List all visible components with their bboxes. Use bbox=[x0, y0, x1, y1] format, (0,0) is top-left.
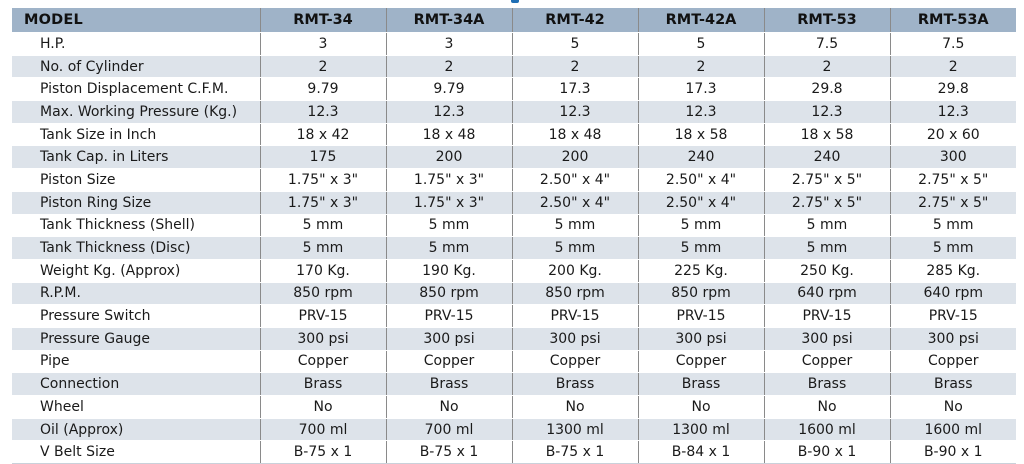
table-cell: Copper bbox=[890, 350, 1016, 373]
table-cell: 1600 ml bbox=[764, 418, 890, 441]
table-cell: 850 rpm bbox=[260, 282, 386, 305]
table-cell: 5 bbox=[512, 33, 638, 56]
header-model-rmt-34a: RMT-34A bbox=[386, 8, 512, 33]
table-cell: 18 x 42 bbox=[260, 123, 386, 146]
table-cell: 200 bbox=[512, 146, 638, 169]
table-cell: 300 psi bbox=[260, 327, 386, 350]
table-cell: Copper bbox=[386, 350, 512, 373]
row-label: Connection bbox=[12, 373, 260, 396]
table-cell: 7.5 bbox=[890, 33, 1016, 56]
table-cell: 1.75" x 3" bbox=[386, 191, 512, 214]
table-row bbox=[12, 78, 1016, 101]
table-cell: 2 bbox=[260, 55, 386, 78]
table-cell: 18 x 58 bbox=[638, 123, 764, 146]
spec-table-body bbox=[12, 33, 1016, 464]
table-cell: 18 x 58 bbox=[764, 123, 890, 146]
header-row bbox=[12, 8, 1016, 33]
table-cell: 18 x 48 bbox=[512, 123, 638, 146]
table-cell: No bbox=[386, 396, 512, 419]
table-cell: 240 bbox=[638, 146, 764, 169]
table-cell: 18 x 48 bbox=[386, 123, 512, 146]
table-cell: 700 ml bbox=[260, 418, 386, 441]
table-cell: 1.75" x 3" bbox=[260, 169, 386, 192]
table-cell: 1.75" x 3" bbox=[260, 191, 386, 214]
table-row bbox=[12, 441, 1016, 464]
header-model-rmt-53: RMT-53 bbox=[764, 8, 890, 33]
table-cell: 12.3 bbox=[764, 101, 890, 124]
table-cell: 12.3 bbox=[386, 101, 512, 124]
table-cell: 190 Kg. bbox=[386, 259, 512, 282]
table-cell: 17.3 bbox=[638, 78, 764, 101]
table-cell: 300 bbox=[890, 146, 1016, 169]
table-cell: 200 bbox=[386, 146, 512, 169]
table-cell: 7.5 bbox=[764, 33, 890, 56]
table-cell: PRV-15 bbox=[260, 305, 386, 328]
table-row bbox=[12, 55, 1016, 78]
table-cell: PRV-15 bbox=[638, 305, 764, 328]
table-cell: 5 mm bbox=[386, 214, 512, 237]
table-row bbox=[12, 327, 1016, 350]
table-cell: No bbox=[260, 396, 386, 419]
row-label: Wheel bbox=[12, 396, 260, 419]
table-cell: 2.75" x 5" bbox=[764, 191, 890, 214]
table-row bbox=[12, 101, 1016, 124]
table-cell: 2.50" x 4" bbox=[638, 191, 764, 214]
table-cell: 300 psi bbox=[512, 327, 638, 350]
table-cell: PRV-15 bbox=[512, 305, 638, 328]
row-label: V Belt Size bbox=[12, 441, 260, 464]
header-model-label: MODEL bbox=[12, 8, 260, 33]
table-row bbox=[12, 169, 1016, 192]
spec-table bbox=[12, 8, 1016, 464]
row-label: Tank Cap. in Liters bbox=[12, 146, 260, 169]
table-cell: 3 bbox=[386, 33, 512, 56]
row-label: H.P. bbox=[12, 33, 260, 56]
table-cell: 17.3 bbox=[512, 78, 638, 101]
table-cell: No bbox=[890, 396, 1016, 419]
table-cell: 5 mm bbox=[260, 214, 386, 237]
table-cell: 20 x 60 bbox=[890, 123, 1016, 146]
table-row bbox=[12, 418, 1016, 441]
row-label: Piston Size bbox=[12, 169, 260, 192]
table-cell: 5 mm bbox=[638, 237, 764, 260]
table-row bbox=[12, 146, 1016, 169]
table-cell: B-90 x 1 bbox=[764, 441, 890, 464]
table-cell: 850 rpm bbox=[638, 282, 764, 305]
table-cell: 2.75" x 5" bbox=[890, 191, 1016, 214]
row-label: Max. Working Pressure (Kg.) bbox=[12, 101, 260, 124]
table-cell: 2 bbox=[386, 55, 512, 78]
table-cell: 285 Kg. bbox=[890, 259, 1016, 282]
table-cell: 5 mm bbox=[890, 214, 1016, 237]
table-cell: 2.75" x 5" bbox=[764, 169, 890, 192]
table-cell: Brass bbox=[764, 373, 890, 396]
table-cell: B-75 x 1 bbox=[512, 441, 638, 464]
table-row bbox=[12, 123, 1016, 146]
table-cell: PRV-15 bbox=[890, 305, 1016, 328]
row-label: Piston Ring Size bbox=[12, 191, 260, 214]
table-cell: 300 psi bbox=[638, 327, 764, 350]
table-cell: 2.50" x 4" bbox=[512, 169, 638, 192]
table-cell: 850 rpm bbox=[386, 282, 512, 305]
table-cell: 1300 ml bbox=[512, 418, 638, 441]
table-cell: 2 bbox=[638, 55, 764, 78]
table-cell: 200 Kg. bbox=[512, 259, 638, 282]
header-model-rmt-53a: RMT-53A bbox=[890, 8, 1016, 33]
table-cell: 2.50" x 4" bbox=[512, 191, 638, 214]
table-cell: 5 mm bbox=[512, 237, 638, 260]
table-cell: 2 bbox=[764, 55, 890, 78]
table-cell: No bbox=[512, 396, 638, 419]
table-cell: Copper bbox=[512, 350, 638, 373]
table-cell: Brass bbox=[512, 373, 638, 396]
table-cell: No bbox=[764, 396, 890, 419]
table-cell: B-90 x 1 bbox=[890, 441, 1016, 464]
table-cell: 5 mm bbox=[764, 237, 890, 260]
table-cell: 2.75" x 5" bbox=[890, 169, 1016, 192]
table-cell: Brass bbox=[260, 373, 386, 396]
table-cell: No bbox=[638, 396, 764, 419]
table-cell: 29.8 bbox=[890, 78, 1016, 101]
row-label: R.P.M. bbox=[12, 282, 260, 305]
table-cell: 12.3 bbox=[890, 101, 1016, 124]
table-cell: 225 Kg. bbox=[638, 259, 764, 282]
row-label: Pipe bbox=[12, 350, 260, 373]
table-cell: 5 mm bbox=[764, 214, 890, 237]
row-label: Tank Thickness (Shell) bbox=[12, 214, 260, 237]
table-cell: B-84 x 1 bbox=[638, 441, 764, 464]
table-row bbox=[12, 33, 1016, 56]
table-cell: 5 bbox=[638, 33, 764, 56]
table-cell: 300 psi bbox=[890, 327, 1016, 350]
table-cell: 5 mm bbox=[512, 214, 638, 237]
table-row bbox=[12, 350, 1016, 373]
table-cell: B-75 x 1 bbox=[260, 441, 386, 464]
table-cell: PRV-15 bbox=[386, 305, 512, 328]
table-cell: 175 bbox=[260, 146, 386, 169]
table-row bbox=[12, 282, 1016, 305]
table-cell: 9.79 bbox=[386, 78, 512, 101]
row-label: Weight Kg. (Approx) bbox=[12, 259, 260, 282]
table-cell: 300 psi bbox=[386, 327, 512, 350]
table-cell: 12.3 bbox=[638, 101, 764, 124]
table-row bbox=[12, 214, 1016, 237]
table-cell: 1600 ml bbox=[890, 418, 1016, 441]
table-row bbox=[12, 259, 1016, 282]
table-cell: 5 mm bbox=[260, 237, 386, 260]
table-cell: 1300 ml bbox=[638, 418, 764, 441]
table-cell: 240 bbox=[764, 146, 890, 169]
table-cell: 12.3 bbox=[512, 101, 638, 124]
table-cell: 250 Kg. bbox=[764, 259, 890, 282]
table-cell: Brass bbox=[638, 373, 764, 396]
top-strip bbox=[0, 0, 1024, 8]
header-model-rmt-34: RMT-34 bbox=[260, 8, 386, 33]
table-cell: 1.75" x 3" bbox=[386, 169, 512, 192]
table-cell: 850 rpm bbox=[512, 282, 638, 305]
row-label: Piston Displacement C.F.M. bbox=[12, 78, 260, 101]
table-cell: 5 mm bbox=[638, 214, 764, 237]
table-row bbox=[12, 373, 1016, 396]
spec-table-header bbox=[12, 8, 1016, 33]
table-cell: 640 rpm bbox=[890, 282, 1016, 305]
table-cell: 5 mm bbox=[890, 237, 1016, 260]
row-label: Tank Size in Inch bbox=[12, 123, 260, 146]
table-cell: 170 Kg. bbox=[260, 259, 386, 282]
table-cell: 640 rpm bbox=[764, 282, 890, 305]
header-model-rmt-42: RMT-42 bbox=[512, 8, 638, 33]
table-cell: 3 bbox=[260, 33, 386, 56]
table-cell: Copper bbox=[638, 350, 764, 373]
table-cell: 2 bbox=[512, 55, 638, 78]
table-cell: 12.3 bbox=[260, 101, 386, 124]
table-cell: Brass bbox=[386, 373, 512, 396]
table-cell: 700 ml bbox=[386, 418, 512, 441]
row-label: Oil (Approx) bbox=[12, 418, 260, 441]
row-label: Pressure Gauge bbox=[12, 327, 260, 350]
table-cell: 5 mm bbox=[386, 237, 512, 260]
accent-mark bbox=[511, 0, 519, 3]
table-cell: 9.79 bbox=[260, 78, 386, 101]
table-row bbox=[12, 396, 1016, 419]
table-cell: Copper bbox=[260, 350, 386, 373]
table-cell: 300 psi bbox=[764, 327, 890, 350]
table-cell: 2.50" x 4" bbox=[638, 169, 764, 192]
table-cell: 2 bbox=[890, 55, 1016, 78]
table-cell: B-75 x 1 bbox=[386, 441, 512, 464]
row-label: Pressure Switch bbox=[12, 305, 260, 328]
table-cell: Copper bbox=[764, 350, 890, 373]
row-label: Tank Thickness (Disc) bbox=[12, 237, 260, 260]
header-model-rmt-42a: RMT-42A bbox=[638, 8, 764, 33]
row-label: No. of Cylinder bbox=[12, 55, 260, 78]
table-cell: Brass bbox=[890, 373, 1016, 396]
table-cell: 29.8 bbox=[764, 78, 890, 101]
table-row bbox=[12, 191, 1016, 214]
table-cell: PRV-15 bbox=[764, 305, 890, 328]
table-row bbox=[12, 305, 1016, 328]
table-row bbox=[12, 237, 1016, 260]
